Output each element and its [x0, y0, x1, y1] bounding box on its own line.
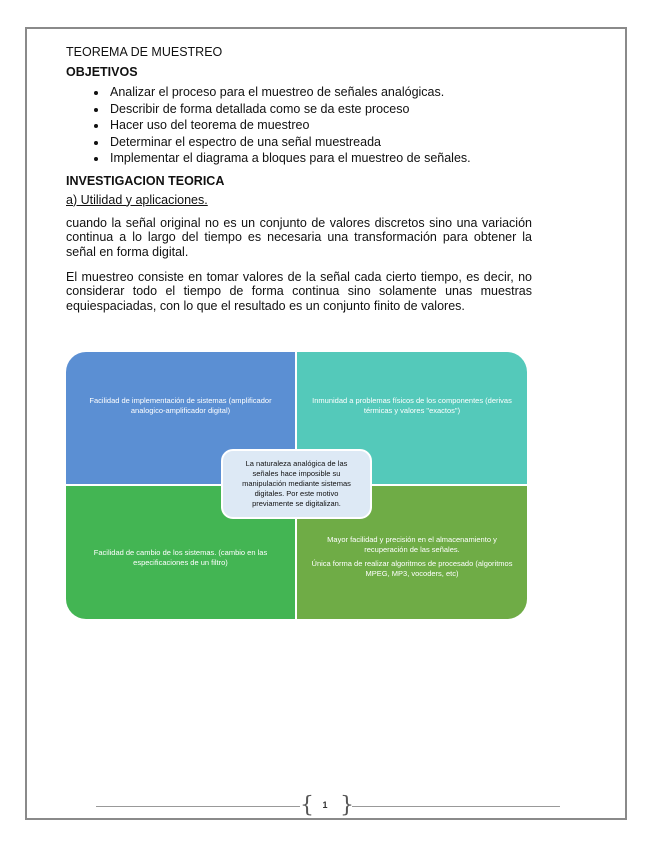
objectives-list: [66, 84, 532, 167]
paragraph-2: El muestreo consiste en tomar valores de la señal cada cierto tiempo, es decir, no considerar todo el tiempo de forma continua sino solamente unas muestras equiespaciadas, con lo que el resultado es un conjunto finito de valores.: [66, 269, 532, 314]
objective-item: • Implementar el diagrama a bloques para el muestreo de señales.: [108, 150, 532, 167]
diagram-bottom-right-line-2: Única forma de realizar algoritmos de procesado (algoritmos MPEG, MP3, vocoders, etc): [311, 558, 513, 578]
diagram-top-right-text: Inmunidad a problemas físicos de los componentes (derivas térmicas y valores "exactos"): [312, 396, 512, 415]
diagram-bottom-right-line-1: Mayor facilidad y precisión en el almacenamiento y recuperación de las señales.: [327, 534, 497, 554]
objective-item: • Analizar el proceso para el muestreo de señales analógicas.: [108, 84, 532, 101]
paragraph-1: cuando la señal original no es un conjunto de valores discretos sino una variación continua a lo largo del tiempo es necesaria una transformación para obtener la señal en forma digital.: [66, 215, 532, 259]
right-brace-icon: }: [340, 793, 354, 818]
document-title: TEOREMA DE MUESTREO: [66, 45, 223, 59]
left-brace-icon: {: [300, 793, 314, 818]
investigation-heading: INVESTIGACION TEORICA: [66, 173, 225, 188]
diagram-bottom-right-text: [305, 535, 519, 579]
objective-item: • Hacer uso del teorema de muestreo: [108, 117, 532, 134]
diagram-top-left-text: Facilidad de implementación de sistemas (amplificador analogico-amplificador digital): [89, 396, 272, 415]
objective-item: • Describir de forma detallada como se da este proceso: [108, 101, 532, 118]
objective-item: • Determinar el espectro de una señal muestreada: [108, 134, 532, 151]
footer-rule-right: [352, 806, 560, 807]
diagram-center-box: [221, 449, 372, 519]
document-body: [66, 45, 532, 324]
section-subheading: a) Utilidad y aplicaciones.: [66, 192, 208, 207]
objectives-heading: OBJETIVOS: [66, 65, 138, 79]
diagram-bottom-left-text: Facilidad de cambio de los sistemas. (cambio en las especificaciones de un filtro): [93, 547, 268, 567]
diagram-center-text: La naturaleza analógica de las señales hace imposible su manipulación mediante sistemas digitales. Por este motivo previamente se digitalizan.: [242, 459, 351, 508]
footer-rule-left: [96, 806, 300, 807]
page-number: 1: [322, 800, 328, 810]
